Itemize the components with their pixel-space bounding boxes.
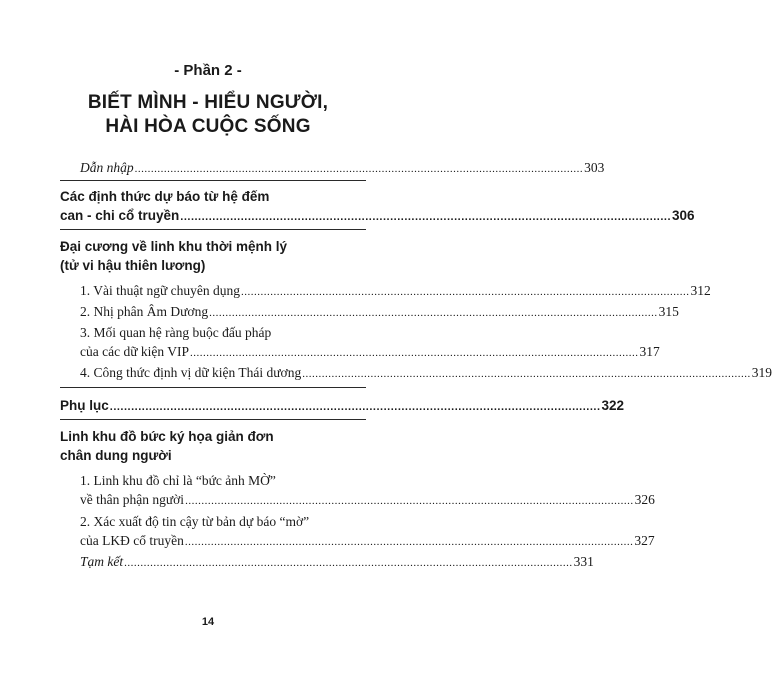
toc-entry-page: 319 [751,365,772,380]
leader-dots: .......................................................................................................................................... [180,211,672,223]
toc-entry-page: 322 [601,398,625,413]
leader-dots: .......................................................................................................................................... [109,401,601,413]
toc-entry-page: 312 [690,283,711,298]
toc-heading-sec1-line1: Các định thức dự báo từ hệ đếm [60,189,270,204]
toc-heading-sec2-line1: Đại cương về linh khu thời mệnh lý [60,239,288,254]
toc-entry-label: 1. Vài thuật ngữ chuyên dụng [80,283,241,298]
toc-entry-label: của LKĐ cổ truyền [80,533,184,548]
section-divider [60,180,366,181]
toc-entry-label: Phụ lục [60,398,109,413]
toc-entry-sec2-item2[interactable] [80,304,679,320]
section-divider [60,387,366,388]
leader-dots: .......................................................................................................................................... [302,368,751,380]
toc-entry-label: Dẫn nhập [80,160,134,175]
toc-heading-sec3-line2: chân dung người [60,448,172,463]
toc-entry-page: 331 [573,554,594,569]
leader-dots: .......................................................................................................................................... [241,286,690,298]
toc-entry-label: của các dữ kiện VIP [80,344,190,359]
part-label: - Phần 2 - [174,62,242,79]
toc-entry-sec3-item2[interactable] [80,533,655,549]
toc-entry-sec2-item3-line1: 3. Mối quan hệ ràng buộc đấu pháp [80,325,272,340]
toc-heading-sec3-line1: Linh khu đồ bức ký họa giản đơn [60,429,274,444]
toc-entry-intro[interactable] [80,160,605,176]
toc-entry-label: can - chi cổ truyền [60,208,180,223]
toc-entry-sec2-item3[interactable] [80,344,660,360]
title-line-2: HÀI HÒA CUỘC SỐNG [105,116,311,137]
toc-entry-sec3-item1[interactable] [80,492,655,508]
toc-entry-label: về thân phận người [80,492,185,507]
leader-dots: .......................................................................................................................................... [185,495,634,507]
leader-dots: .......................................................................................................................................... [209,307,658,319]
leader-dots: .......................................................................................................................................... [124,557,573,569]
toc-entry-page: 317 [639,344,660,359]
toc-heading-sec2-line2: (tử vi hậu thiên lương) [60,258,206,273]
toc-entry-sec1[interactable] [60,208,695,223]
toc-entry-sec3-item1-line1: 1. Linh khu đồ chỉ là “bức ảnh MỜ” [80,473,276,488]
section-divider [60,419,366,420]
toc-entry-label: Tạm kết [80,554,124,569]
toc-entry-sec3-item2-line1: 2. Xác xuất độ tin cậy từ bản dự báo “mờ” [80,514,310,529]
toc-entry-page: 327 [634,533,655,548]
toc-entry-label: 2. Nhị phân Âm Dương [80,304,209,319]
toc-entry-appendix[interactable] [60,398,625,413]
page-number: 14 [201,616,215,628]
leader-dots: .......................................................................................................................................... [134,163,584,175]
title-line-1: BIẾT MÌNH - HIỂU NGƯỜI, [87,92,329,113]
section-divider [60,229,366,230]
toc-entry-page: 303 [584,160,605,175]
leader-dots: .......................................................................................................................................... [184,536,634,548]
toc-entry-sec2-item4[interactable] [80,365,772,381]
toc-entry-conclusion[interactable] [80,554,594,570]
toc-entry-label: 4. Công thức định vị dữ kiện Thái dương [80,365,302,380]
toc-entry-page: 326 [634,492,655,507]
toc-entry-page: 306 [672,208,695,223]
toc-entry-sec2-item1[interactable] [80,283,711,299]
toc-entry-page: 315 [658,304,679,319]
leader-dots: .......................................................................................................................................... [190,347,639,359]
